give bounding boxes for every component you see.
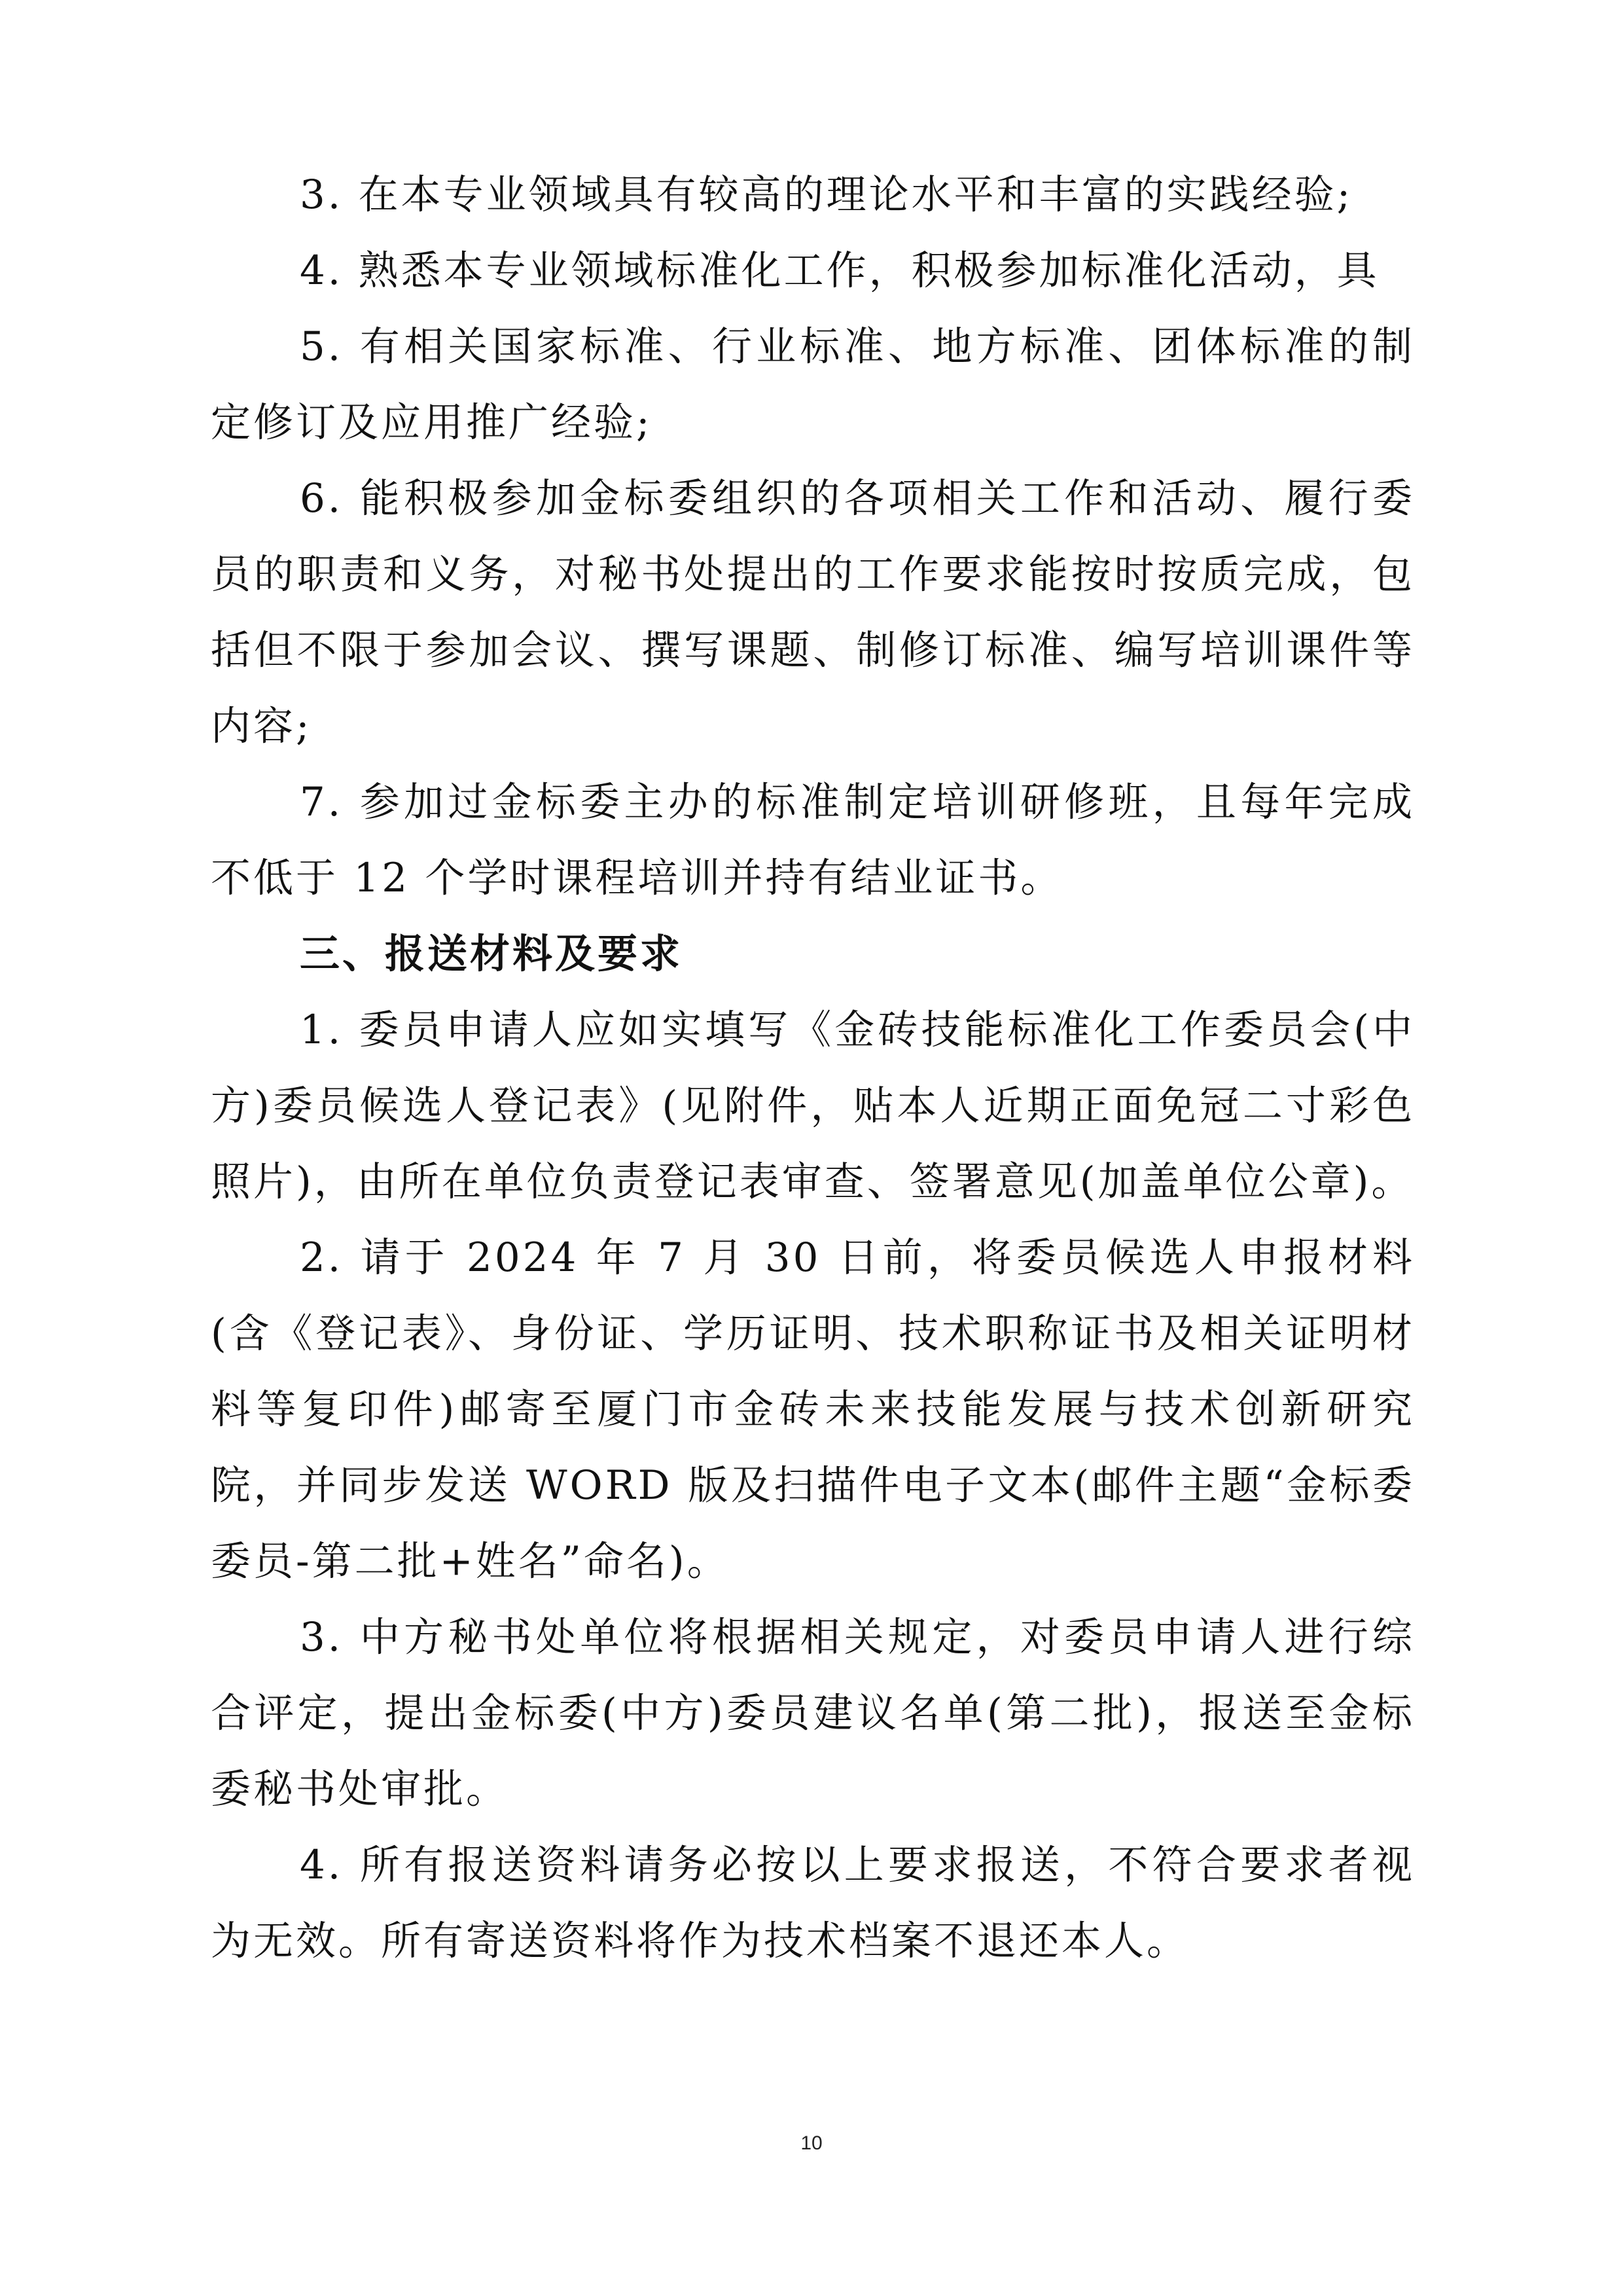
- paragraph-criterion-5: 5. 有相关国家标准、行业标准、地方标准、团体标准的制定修订及应用推广经验;: [211, 323, 1415, 446]
- paragraph-criterion-6: 6. 能积极参加金标委组织的各项相关工作和活动、履行委员的职责和义务，对秘书处提出的工作要求能按时按质完成，包括但不限于参加会议、撰写课题、制修订标准、编写培训课件等内容;: [211, 475, 1415, 749]
- paragraph-criterion-4: 4. 熟悉本专业领域标准化工作，积极参加标准化活动，具: [300, 247, 1380, 294]
- paragraph-requirement-1: 1. 委员申请人应如实填写《金砖技能标准化工作委员会(中方)委员候选人登记表》(见附件，贴本人近期正面免冠二寸彩色照片)，由所在单位负责登记表审查、签署意见(加盖单位公章)。: [211, 1007, 1415, 1205]
- page-number: 10: [800, 2132, 823, 2154]
- document-body: [211, 157, 1415, 1979]
- paragraph-requirement-2: 2. 请于 2024 年 7 月 30 日前，将委员候选人申报材料(含《登记表》、身份证、学历证明、技术职称证书及相关证明材料等复印件)邮寄至厦门市金砖未来技能发展与技术创新研究院，并同步发送 WORD 版及扫描件电子文本(邮件主题“金标委委员-第二批+姓名”命名)。: [211, 1234, 1415, 1585]
- paragraph-requirement-4: 4. 所有报送资料请务必按以上要求报送，不符合要求者视为无效。所有寄送资料将作为技术档案不退还本人。: [211, 1842, 1415, 1964]
- paragraph-requirement-3: 3. 中方秘书处单位将根据相关规定，对委员申请人进行综合评定，提出金标委(中方)委员建议名单(第二批)，报送至金标委秘书处审批。: [211, 1614, 1415, 1812]
- section-heading-materials: 三、报送材料及要求: [300, 931, 683, 977]
- paragraph-criterion-3: 3. 在本专业领域具有较高的理论水平和丰富的实践经验;: [300, 171, 1353, 218]
- paragraph-criterion-7: 7. 参加过金标委主办的标准制定培训研修班，且每年完成不低于 12 个学时课程培训并持有结业证书。: [211, 779, 1415, 901]
